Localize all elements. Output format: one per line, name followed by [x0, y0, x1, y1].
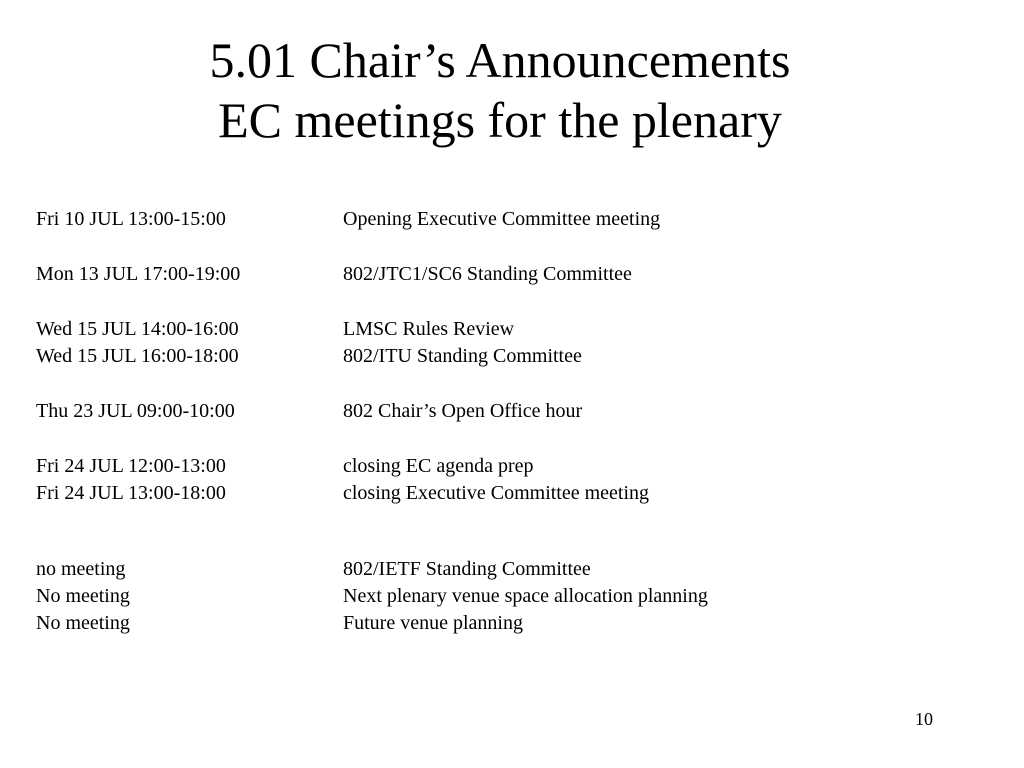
meeting-time: Fri 10 JUL 13:00-15:00	[36, 208, 226, 230]
meeting-time: no meeting	[36, 558, 126, 580]
meeting-description: LMSC Rules Review	[343, 318, 515, 340]
title-line-1: 5.01 Chair’s Announcements	[209, 32, 791, 88]
meeting-description: closing EC agenda prep	[343, 455, 534, 477]
page-number: 10	[915, 709, 933, 729]
meeting-description: 802/IETF Standing Committee	[343, 558, 591, 580]
meeting-description: Future venue planning	[343, 612, 523, 634]
meeting-description: 802/JTC1/SC6 Standing Committee	[343, 263, 632, 285]
meeting-time: No meeting	[36, 585, 130, 607]
meeting-time: Fri 24 JUL 13:00-18:00	[36, 482, 226, 504]
meeting-description: Next plenary venue space allocation planning	[343, 585, 708, 607]
meeting-description: 802/ITU Standing Committee	[343, 345, 582, 367]
meeting-schedule	[36, 0, 996, 768]
meeting-time: Wed 15 JUL 14:00-16:00	[36, 318, 239, 340]
meeting-time: Mon 13 JUL 17:00-19:00	[36, 263, 241, 285]
meeting-description: closing Executive Committee meeting	[343, 482, 650, 504]
meeting-description: 802 Chair’s Open Office hour	[343, 400, 583, 422]
meeting-time: No meeting	[36, 612, 130, 634]
title-line-2: EC meetings for the plenary	[218, 92, 782, 148]
meeting-time: Wed 15 JUL 16:00-18:00	[36, 345, 239, 367]
meeting-description: Opening Executive Committee meeting	[343, 208, 661, 230]
meeting-time: Thu 23 JUL 09:00-10:00	[36, 400, 235, 422]
meeting-time: Fri 24 JUL 12:00-13:00	[36, 455, 226, 477]
